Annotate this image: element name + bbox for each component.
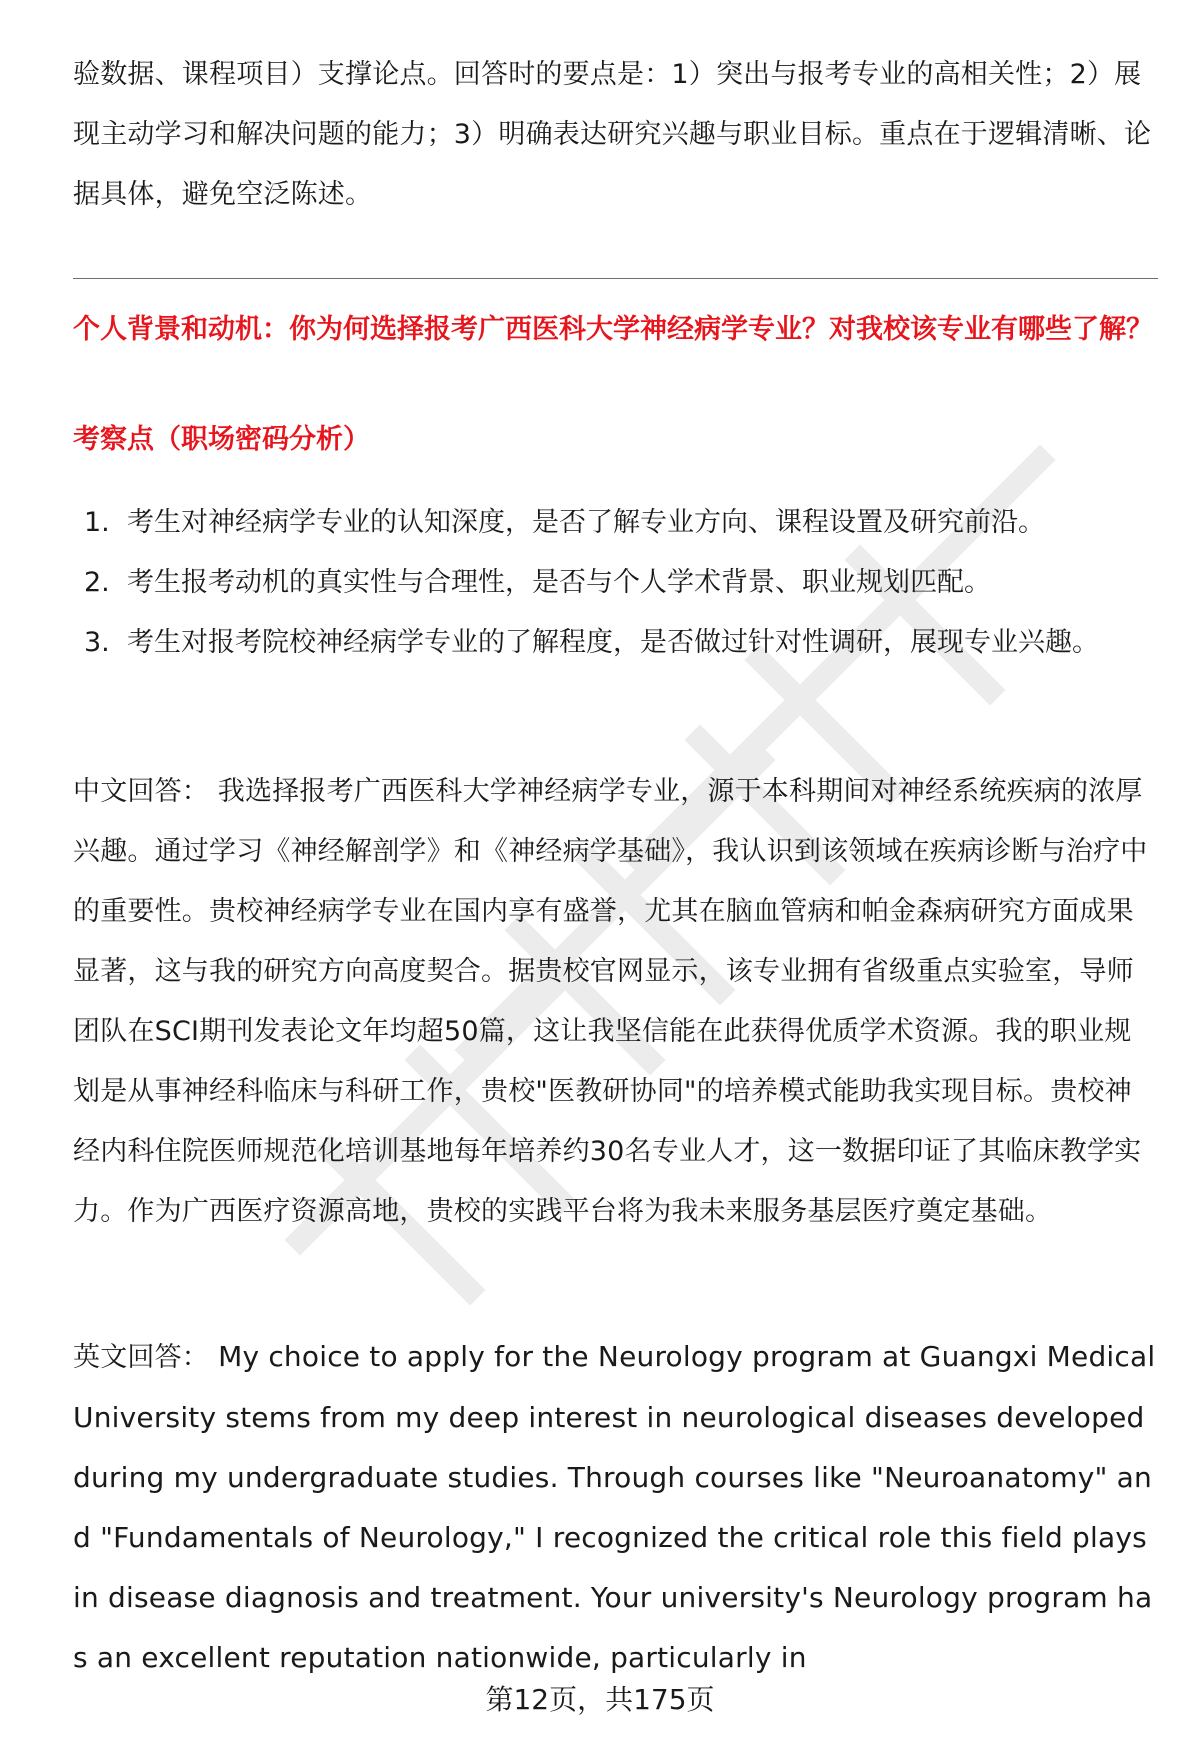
assessment-points-list — [73, 493, 1158, 673]
top-paragraph: 验数据、课程项目）支撑论点。回答时的要点是：1）突出与报考专业的高相关性；2）展现主动学习和解决问题的能力；3）明确表达研究兴趣与职业目标。重点在于逻辑清晰、论据具体，避免空泛陈述。 — [73, 59, 1152, 210]
chinese-answer-label: 中文回答： — [73, 776, 209, 807]
list-item-number: 3. — [84, 627, 110, 658]
list-item-text: 考生对报考院校神经病学专业的了解程度，是否做过针对性调研，展现专业兴趣。 — [127, 627, 1099, 658]
english-answer-label: 英文回答： — [73, 1342, 209, 1373]
list-item-text: 考生对神经病学专业的认知深度，是否了解专业方向、课程设置及研究前沿。 — [127, 507, 1045, 538]
document-page — [73, 0, 1158, 1755]
chinese-answer-text: 我选择报考广西医科大学神经病学专业，源于本科期间对神经系统疾病的浓厚兴趣。通过学习《神经解剖学》和《神经病学基础》，我认识到该领域在疾病诊断与治疗中的重要性。贵校神经病学专业在国内享有盛誉，尤其在脑血管病和帕金森病研究方面成果显著，这与我的研究方向高度契合。据贵校官网显示，该专业拥有省级重点实验室，导师团队在SCI期刊发表论文年均超50篇，这让我坚信能在此获得优质学术资源。我的职业规划是从事神经科临床与科研工作，贵校"医教研协同"的培养模式能助我实现目标。贵校神经内科住院医师规范化培训基地每年培养约30名专业人才，这一数据印证了其临床教学实力。作为广西医疗资源高地，贵校的实践平台将为我未来服务基层医疗奠定基础。 — [73, 776, 1148, 1227]
list-item — [73, 493, 1158, 553]
english-answer-text: My choice to apply for the Neurology program at Guangxi Medical University stems from my deep interest in neurological diseases developed during my undergraduate studies. Through courses like "Neuroanatomy" and "Fundamentals of Neurology," I recognized the critical role this field plays in disease diagnosis and treatment. Your university's Neurology program has an excellent reputation nationwide, particularly in — [73, 1340, 1156, 1674]
list-item-number: 1. — [84, 507, 110, 538]
assessment-points-heading: 考察点（职场密码分析） — [73, 424, 370, 455]
list-item — [73, 613, 1158, 673]
list-item-number: 2. — [84, 567, 110, 598]
chinese-answer — [73, 762, 1158, 1242]
list-item-text: 考生报考动机的真实性与合理性，是否与个人学术背景、职业规划匹配。 — [127, 567, 991, 598]
list-item — [73, 553, 1158, 613]
english-answer — [73, 1327, 1158, 1688]
question-heading: 个人背景和动机：你为何选择报考广西医科大学神经病学专业？对我校该专业有哪些了解？ — [73, 314, 1153, 345]
page-footer: 第12页，共175页 — [485, 1683, 715, 1716]
section-divider — [73, 278, 1158, 279]
